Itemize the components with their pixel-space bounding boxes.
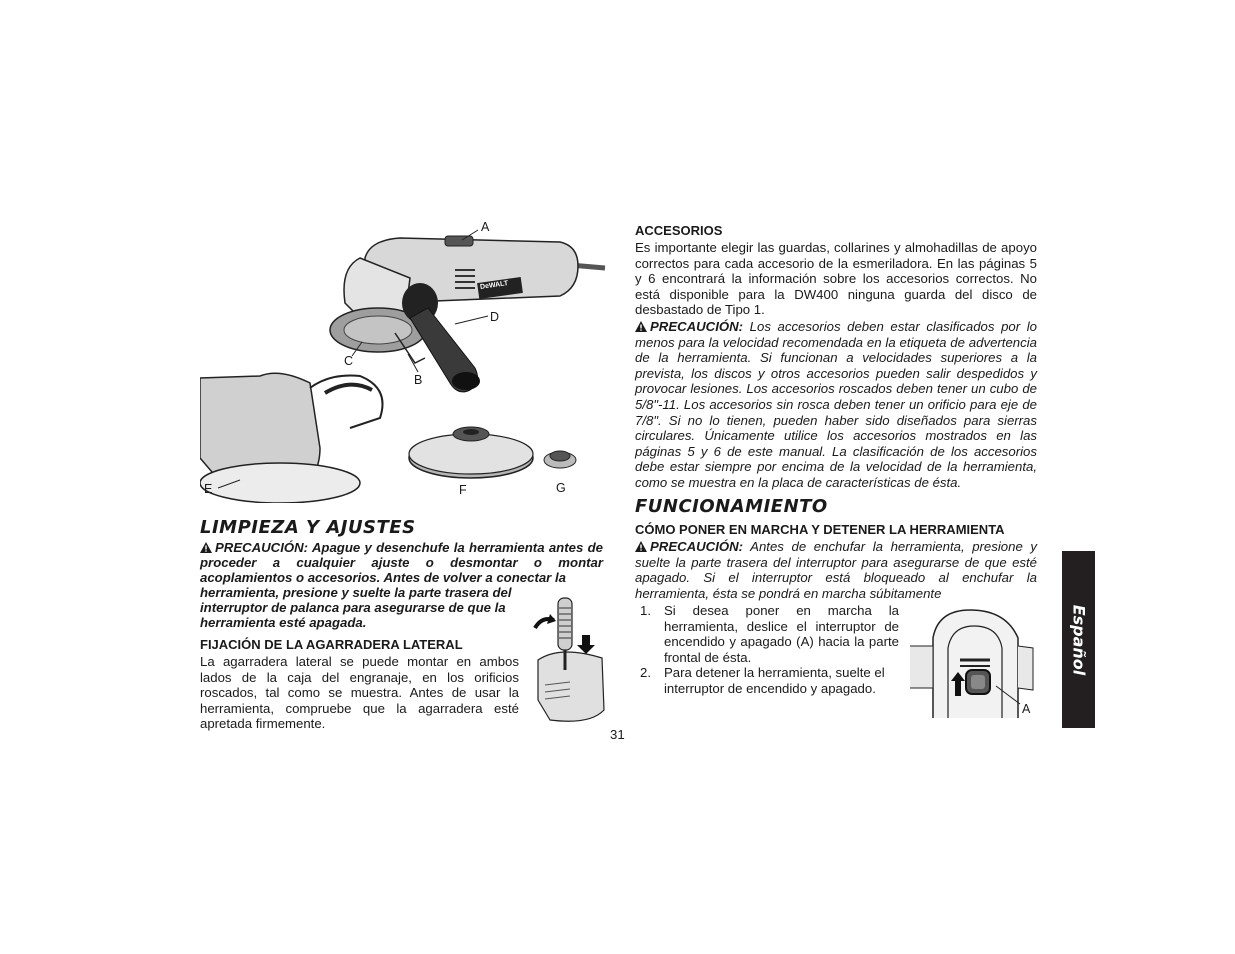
label-e: E — [204, 482, 213, 496]
label-g: G — [556, 481, 566, 495]
label-f: F — [459, 483, 467, 497]
accessories-warning — [635, 319, 1037, 491]
accessories-heading: ACCESORIOS — [635, 223, 723, 238]
warning-label: PRECAUCIÓN: — [650, 319, 744, 334]
step-number: 1. — [640, 603, 651, 618]
start-stop-warning — [635, 539, 1037, 601]
warning-triangle-icon — [200, 542, 212, 553]
start-stop-steps — [640, 603, 899, 697]
step-text: Si desea poner en marcha la herramienta, deslice el interruptor de encendido y apagado (A) hacia la parte frontal de ésta. — [664, 603, 899, 665]
side-handle-figure — [530, 590, 608, 730]
warning-text: Antes de enchufar la herramienta, presione y suelte la parte trasera del interruptor para asegurarse de que esté apagado. Si el interruptor está bloqueado al enchufar la herramienta, ésta se pondrá en marcha súbitamente — [635, 539, 1037, 601]
label-a: A — [481, 220, 490, 234]
warning-line: herramienta esté apagada. — [200, 615, 367, 631]
start-stop-heading: CÓMO PONER EN MARCHA Y DETENER LA HERRAMIENTA — [635, 522, 1005, 537]
switch-illustration — [908, 608, 1038, 720]
section-title-cleaning: LIMPIEZA Y AJUSTES — [200, 517, 416, 538]
language-tab — [1062, 551, 1095, 728]
label-switch-a: A — [1022, 702, 1031, 716]
warning-triangle-icon — [635, 541, 647, 552]
handle-text: La agarradera lateral se puede montar en ambos lados de la caja del engranaje, en los orificios roscados, tal como se muestra. Antes de usar la herramienta, compruebe que la agarradera esté apretada firmemente. — [200, 654, 519, 732]
switch-figure — [908, 608, 1038, 720]
brand-logo: DeWALT — [479, 280, 509, 291]
step-number: 2. — [640, 665, 651, 681]
label-b: B — [414, 373, 423, 387]
warning-text: Apague y desenchufe la herramienta antes de proceder a cualquier ajuste o desmontar o montar acoplamientos o accesorios. Antes de volver a conectar la — [200, 540, 603, 586]
page-number: 31 — [610, 727, 625, 742]
main-figure — [200, 218, 610, 503]
warning-label: PRECAUCIÓN: — [215, 540, 309, 555]
side-handle-illustration — [530, 590, 608, 730]
warning-text: Los accesorios deben estar clasificados por lo menos para la velocidad recomendada en la etiqueta de advertencia de la herramienta. Si funcionan a velocidades superiores a la prevista, los discos y otros accesorios pueden salir despedidos y provocar lesiones. Los accesorios roscados deben tener un cubo de 5/8"-11. Los accesorios sin rosca deben tener un orificio para eje de 7/8". Si no lo tienen, pueden haber sido diseñados para sierras circulares. Únicamente utilice los accesorios mostrados en las páginas 5 y 6 de este manual. La clasificación de los accesorios debe estar siempre por encima de la velocidad de la herramienta, como se muestra en la placa de características de ésta. — [635, 319, 1037, 490]
cleaning-warning-cont — [200, 585, 530, 631]
label-d: D — [490, 310, 500, 324]
warning-label: PRECAUCIÓN: — [650, 539, 744, 554]
grinder-illustration — [200, 218, 610, 503]
language-tab-label: Español — [1069, 604, 1088, 675]
section-title-operation: FUNCIONAMIENTO — [635, 496, 828, 517]
warning-line: interruptor de palanca para asegurarse de que la — [200, 600, 506, 616]
accessories-text: Es importante elegir las guardas, collarines y almohadillas de apoyo correctos para cada accesorio de la esmeriladora. En las páginas 5 y 6 encontrará la información sobre los accesorios correctos. No está disponible para la DW400 ninguna guarda del disco de desbastado de Tipo 1. — [635, 240, 1037, 318]
step-text: Para detener la herramienta, suelte el interruptor de encendido y apagado. — [664, 665, 885, 696]
cleaning-warning — [200, 540, 603, 586]
handle-heading: FIJACIÓN DE LA AGARRADERA LATERAL — [200, 637, 463, 652]
label-c: C — [344, 354, 354, 368]
warning-line: herramienta, presione y suelte la parte trasera del — [200, 585, 512, 600]
list-item — [640, 603, 899, 665]
warning-triangle-icon — [635, 321, 647, 332]
list-item — [640, 665, 899, 696]
